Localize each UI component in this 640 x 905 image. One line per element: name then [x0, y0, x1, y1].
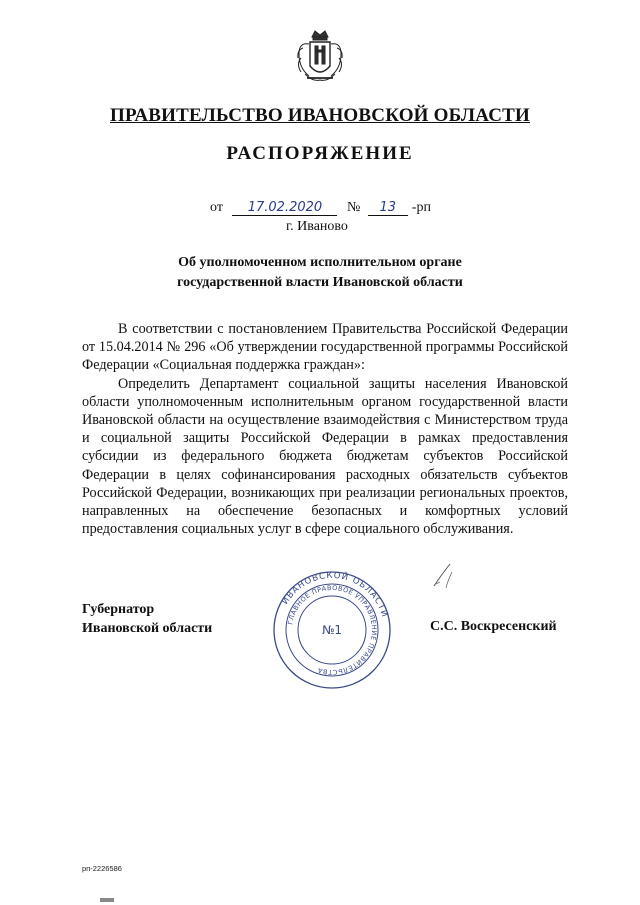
document-date: 17.02.2020 [232, 200, 337, 216]
ivanovo-coat-of-arms-icon [293, 28, 347, 86]
date-prefix: от [210, 200, 223, 215]
stamp-center-text: №1 [321, 623, 343, 637]
official-stamp [272, 570, 392, 690]
document-number: 13 [368, 200, 408, 216]
organization-title: ПРАВИТЕЛЬСТВО ИВАНОВСКОЙ ОБЛАСТИ [110, 105, 530, 126]
subject-line-1: Об уполномоченном исполнительном органе [178, 255, 462, 270]
document-body [82, 320, 568, 538]
number-prefix: № [346, 200, 361, 215]
document-subject [0, 253, 640, 293]
document-code: рп-2226586 [82, 864, 122, 873]
body-paragraph-2: Определить Департамент социальной защиты населения Ивановской области уполномоченным исполнительным органом государственной власти Ивановской области на осуществление взаимодействия с Министерством труда и социальной защиты Российской Федерации в рамках предоставления субсидии из федерального бюджета бюджетам субъектов Российской Федерации в целях софинансирования расходных обязательств субъектов Российской Федерации, возникающих при реализации региональных проектов, направленных на обеспечение безопасных и комфортных условий предоставления социальных услуг в сфере социального обслуживания. [82, 375, 568, 538]
stamp-outer-text: ИВАНОВСКОЙ ОБЛАСТИ [280, 570, 390, 620]
date-number-line [210, 200, 431, 216]
number-suffix: -рп [411, 200, 431, 215]
signatory-name: С.С. Воскресенский [430, 619, 557, 634]
signatory-title-line-1: Губернатор [82, 602, 155, 617]
signatory-title-line-2: Ивановской области [82, 621, 213, 636]
body-paragraph-1: В соответствии с постановлением Правительства Российской Федерации от 15.04.2014 № 296 «Об утверждении государственной программы Российской Федерации «Социальная поддержка граждан»: [82, 321, 568, 374]
scan-artifact [100, 898, 114, 902]
city-line: г. Иваново [286, 219, 348, 234]
document-type-title: РАСПОРЯЖЕНИЕ [226, 143, 414, 164]
subject-line-2: государственной власти Ивановской области [177, 275, 463, 290]
handwritten-signature-icon [428, 560, 468, 590]
signatory-title [82, 600, 212, 638]
stamp-inner-text: ГЛАВНОЕ ПРАВОВОЕ УПРАВЛЕНИЕ ПРАВИТЕЛЬСТВА [286, 583, 379, 677]
